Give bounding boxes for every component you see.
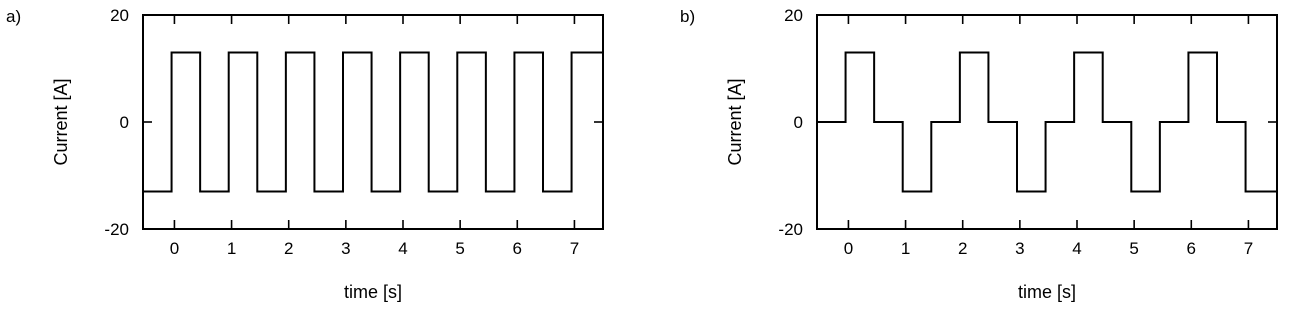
x-tick-label-b-1: 1 <box>900 239 911 258</box>
panel-label-b: b) <box>680 7 696 26</box>
x-tick-label-a-3: 3 <box>341 239 351 258</box>
series-group-b <box>817 52 1277 191</box>
x-tick-label-b-7: 7 <box>1243 239 1254 258</box>
panel-label-a: a) <box>6 7 22 26</box>
x-tick-label-a-4: 4 <box>398 239 408 258</box>
current-step-line-b-0 <box>817 52 1277 191</box>
x-tick-label-b-2: 2 <box>957 239 968 258</box>
y-tick-label-b-2: 20 <box>784 6 803 25</box>
x-tick-label-a-0: 0 <box>169 239 180 258</box>
y-tick-label-a-0: -20 <box>104 220 129 239</box>
x-tick-label-b-3: 3 <box>1015 239 1025 258</box>
x-tick-label-b-0: 0 <box>843 239 854 258</box>
y-axis-label-a: Current [A] <box>51 78 71 166</box>
panel-b <box>680 6 1277 302</box>
x-axis-label-a: time [s] <box>343 282 403 302</box>
y-tick-label-a-1: 0 <box>119 113 129 132</box>
tick-group-b <box>778 6 1277 258</box>
x-tick-label-a-7: 7 <box>569 239 580 258</box>
x-tick-label-b-5: 5 <box>1129 239 1139 258</box>
y-tick-label-b-0: -20 <box>778 220 803 239</box>
x-tick-label-b-4: 4 <box>1072 239 1082 258</box>
y-tick-label-b-1: 0 <box>793 113 803 132</box>
y-axis-label-b: Current [A] <box>725 78 745 166</box>
plot-frame-a <box>143 15 603 229</box>
series-group-a <box>143 52 603 191</box>
x-tick-label-a-5: 5 <box>455 239 465 258</box>
x-tick-label-b-6: 6 <box>1186 239 1197 258</box>
x-tick-label-a-6: 6 <box>512 239 523 258</box>
panel-a <box>6 6 603 302</box>
y-tick-label-a-2: 20 <box>110 6 129 25</box>
current-step-line-a-0 <box>143 52 603 191</box>
x-tick-label-a-1: 1 <box>226 239 237 258</box>
x-axis-label-b: time [s] <box>1017 282 1077 302</box>
tick-group-a <box>104 6 603 258</box>
x-tick-label-a-2: 2 <box>283 239 294 258</box>
